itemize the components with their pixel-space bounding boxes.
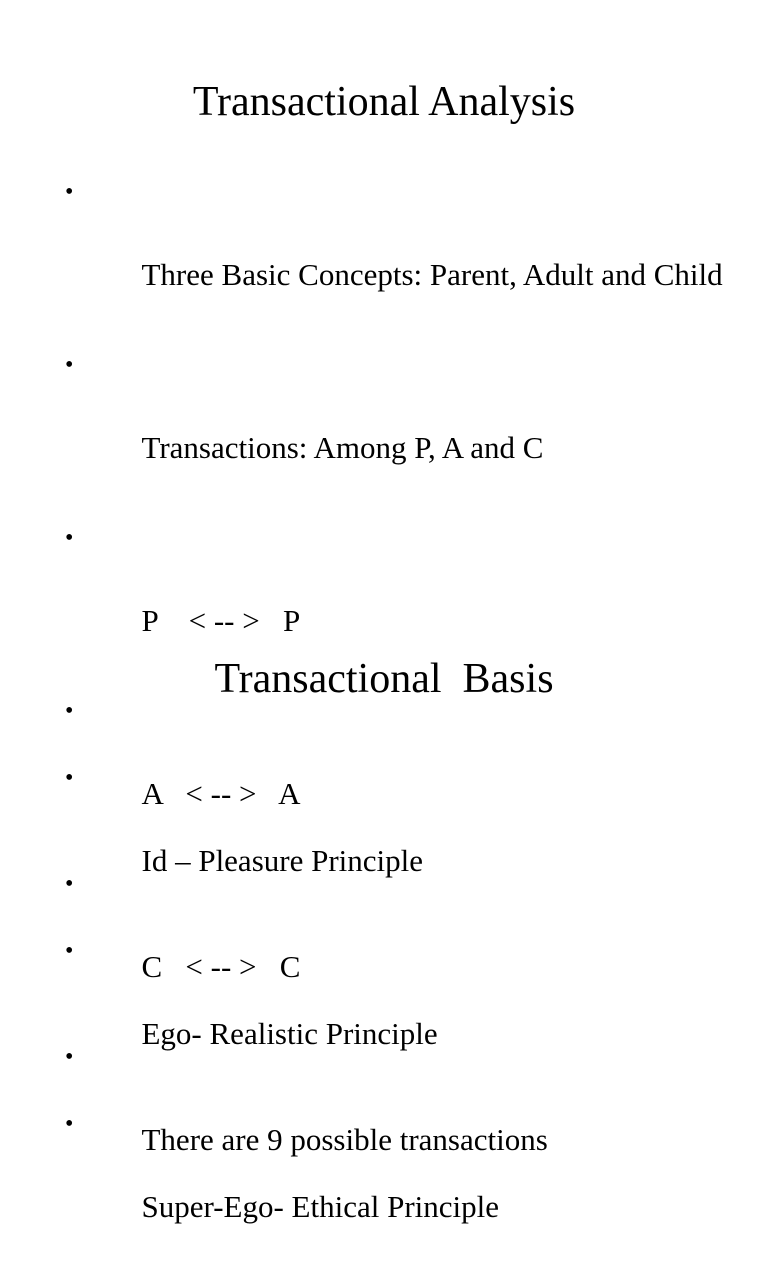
- bullet-text: There are 9 possible transactions: [141, 1122, 548, 1157]
- bullet-dot-icon: •: [65, 1044, 74, 1070]
- bullet-dot-icon: •: [65, 525, 74, 551]
- bullet-dot-icon: •: [65, 871, 74, 897]
- bullet-dot-icon: •: [65, 698, 74, 724]
- bullet-text: Super-Ego- Ethical Principle: [141, 1189, 499, 1224]
- bullet-dot-icon: •: [65, 938, 74, 964]
- bullet-text: Ego- Realistic Principle: [141, 1016, 438, 1051]
- bullet-text: A < -- > A: [141, 776, 301, 811]
- bullet-dot-icon: •: [65, 179, 74, 205]
- bullet-text: Id – Pleasure Principle: [141, 843, 424, 878]
- bullet-item: [0, 172, 768, 336]
- bullet-text: P < -- > P: [141, 603, 301, 638]
- bullet-text: Transactions: Among P, A and C: [141, 430, 544, 465]
- bullet-text: Three Basic Concepts: Parent, Adult and Child: [141, 257, 723, 292]
- bullet-list: [0, 758, 768, 1277]
- bullet-item: [0, 758, 768, 922]
- bullet-item: [0, 1104, 768, 1268]
- slide-title: Transactional Analysis: [192, 79, 576, 125]
- bullet-dot-icon: •: [65, 352, 74, 378]
- bullet-dot-icon: •: [65, 765, 74, 791]
- slide-title: Transactional Basis: [214, 656, 554, 702]
- bullet-item: [0, 931, 768, 1095]
- bullet-item: [0, 345, 768, 509]
- bullet-dot-icon: •: [65, 1111, 74, 1137]
- bullet-text: C < -- > C: [141, 949, 301, 984]
